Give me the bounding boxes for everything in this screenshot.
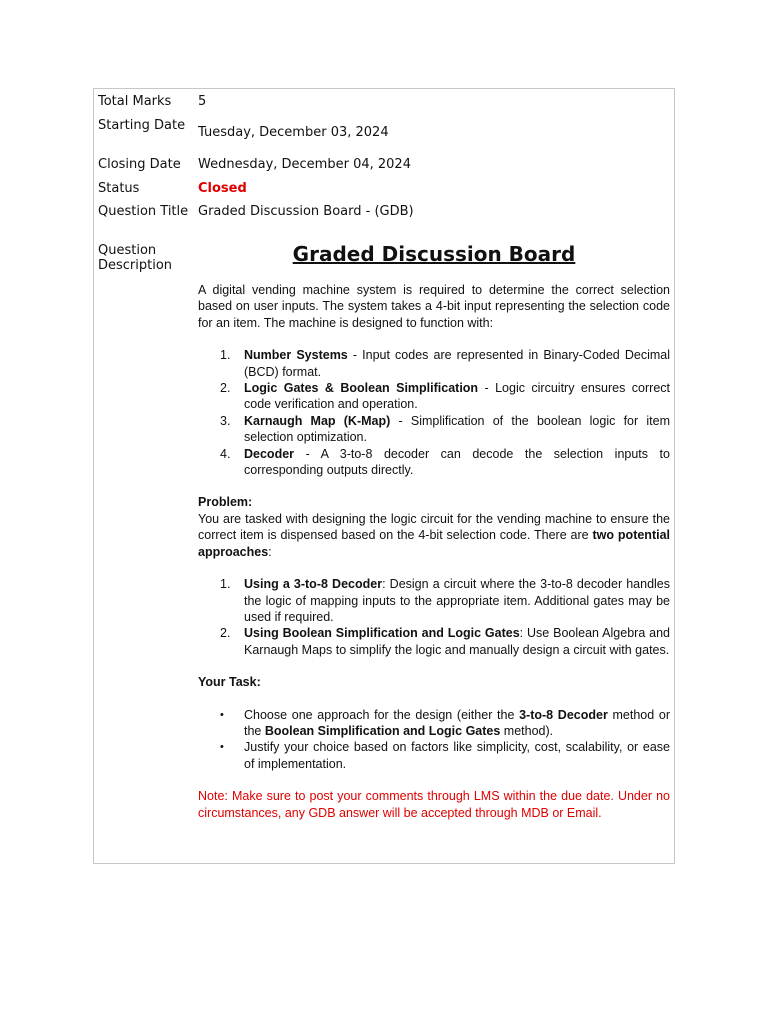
total-marks-label: Total Marks bbox=[98, 94, 172, 109]
submission-note: Note: Make sure to post your comments through LMS within the due date. Under no circumstances, any GDB answer will be accepted through MDB or Email. bbox=[198, 789, 670, 820]
list-item: 4. Decoder - A 3-to-8 decoder can decode the selection inputs to corresponding outputs directly. bbox=[220, 446, 670, 478]
approach-list bbox=[198, 576, 670, 658]
list-item: 1. Number Systems - Input codes are represented in Binary-Coded Decimal (BCD) format. bbox=[220, 348, 671, 379]
closing-date-value: Wednesday, December 04, 2024 bbox=[198, 157, 411, 172]
intro-paragraph: A digital vending machine system is required to determine the correct selection based on user inputs. The system takes a 4-bit input representing the selection code for an item. The machine is designed to function with: bbox=[198, 283, 670, 330]
problem-paragraph: You are tasked with designing the logic circuit for the vending machine to ensure the correct item is dispensed based on the 4-bit selection code. There are two potential approaches: bbox=[198, 511, 671, 559]
list-item: 2. Using Boolean Simplification and Logic Gates: Use Boolean Algebra and Karnaugh Maps to simplify the logic and manually design a circuit with gates. bbox=[220, 626, 671, 657]
question-description-body bbox=[198, 282, 670, 821]
list-item: 3. Karnaugh Map (K-Map) - Simplification of the boolean logic for item selection optimization. bbox=[220, 413, 670, 445]
question-description-label: Question Description bbox=[98, 243, 173, 273]
list-item: • Choose one approach for the design (either the 3-to-8 Decoder method or the Boolean Simplification and Logic Gates method). bbox=[220, 707, 670, 738]
list-item: 1. Using a 3-to-8 Decoder: Design a circuit where the 3-to-8 decoder handles the logic of mapping inputs to the appropriate item. Additional gates may be used if required. bbox=[220, 577, 671, 624]
list-item: • Justify your choice based on factors like simplicity, cost, scalability, or ease of implementation. bbox=[220, 740, 670, 771]
closing-date-label: Closing Date bbox=[98, 157, 181, 172]
status-badge: Closed bbox=[198, 181, 247, 196]
total-marks-value: 5 bbox=[198, 94, 207, 109]
list-item: 2. Logic Gates & Boolean Simplification - Logic circuitry ensures correct code verification and operation. bbox=[220, 381, 670, 412]
page-title: Graded Discussion Board bbox=[292, 242, 576, 266]
problem-heading: Problem: bbox=[198, 495, 253, 510]
starting-date-label: Starting Date bbox=[98, 118, 186, 133]
gdb-details-table bbox=[93, 88, 675, 864]
task-heading: Your Task: bbox=[198, 675, 261, 690]
function-list bbox=[198, 347, 670, 478]
starting-date-value: Tuesday, December 03, 2024 bbox=[198, 125, 389, 140]
question-title-value: Graded Discussion Board - (GDB) bbox=[198, 204, 414, 219]
question-title-label: Question Title bbox=[98, 204, 189, 219]
task-list bbox=[198, 707, 670, 773]
status-label: Status bbox=[98, 181, 140, 196]
